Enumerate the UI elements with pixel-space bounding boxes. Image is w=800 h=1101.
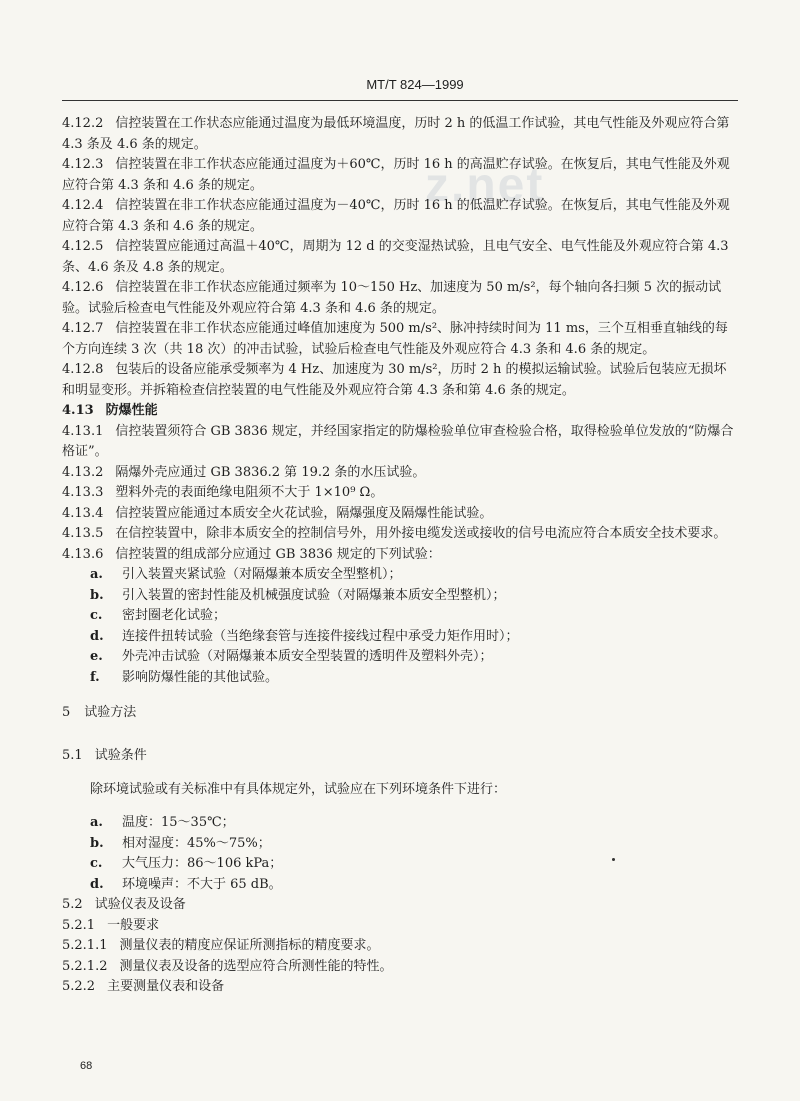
header-rule <box>62 100 738 101</box>
list-item: e. 外壳冲击试验（对隔爆兼本质安全型装置的透明件及塑料外壳）； <box>90 649 493 665</box>
list-item: c. 密封圈老化试验； <box>90 608 227 624</box>
clause-4-12-3: 4.12.3 信控装置在非工作状态应能通过温度为＋60℃，历时 16 h 的高温贮存试验。在恢复后，其电气性能及外观应符合第 4.3 条和 4.6 条的规定。 <box>62 157 730 193</box>
page-content <box>62 114 738 998</box>
list-item: c. 大气压力：86～106 kPa； <box>90 856 283 872</box>
clause-4-12-7: 4.12.7 信控装置在非工作状态应能通过峰值加速度为 500 m/s²、脉冲持续时间为 11 ms，三个互相垂直轴线的每个方向连续 3 次（共 18 次）的冲击试验，试验后检查电气性能及外观应符合 4.3 条和 4.6 条的规定。 <box>62 321 728 357</box>
clause-4-13-4: 4.13.4 信控装置应能通过本质安全火花试验，隔爆强度及隔爆性能试验。 <box>62 505 493 521</box>
clause-5-2-1-2: 5.2.1.2 测量仪表及设备的选型应符合所测性能的特性。 <box>62 958 393 974</box>
clause-4-12-6: 4.12.6 信控装置在非工作状态应能通过频率为 10～150 Hz、加速度为 50 m/s²，每个轴向各扫频 5 次的振动试验。试验后检查电气性能及外观应符合第 4.3 条和 4.6 条的规定。 <box>62 280 722 316</box>
section-5-heading: 5 试验方法 <box>62 704 137 720</box>
list-item: d. 环境噪声：不大于 65 dB。 <box>90 876 282 892</box>
clause-4-13-6: 4.13.6 信控装置的组成部分应通过 GB 3836 规定的下列试验： <box>62 546 441 562</box>
section-5-2-1-heading: 5.2.1 一般要求 <box>62 917 160 933</box>
clause-4-12-5: 4.12.5 信控装置应能通过高温＋40℃，周期为 12 d 的交变湿热试验，且电气安全、电气性能及外观应符合第 4.3 条、4.6 条及 4.8 条的规定。 <box>62 239 729 275</box>
section-5-2-heading: 5.2 试验仪表及设备 <box>62 897 186 913</box>
list-item: d. 连接件扭转试验（当绝缘套管与连接件接线过程中承受力矩作用时）； <box>90 628 519 644</box>
clause-4-12-4: 4.12.4 信控装置在非工作状态应能通过温度为－40℃，历时 16 h 的低温贮存试验。在恢复后，其电气性能及外观应符合第 4.3 条和 4.6 条的规定。 <box>62 198 730 234</box>
clause-4-13-3: 4.13.3 塑料外壳的表面绝缘电阻须不大于 1×10⁹ Ω。 <box>62 485 384 500</box>
spacer <box>62 736 738 746</box>
section-5-2-2-heading: 5.2.2 主要测量仪表和设备 <box>62 979 225 995</box>
clause-4-12-8: 4.12.8 包装后的设备应能承受频率为 4 Hz、加速度为 30 m/s²，历时 2 h 的模拟运输试验。试验后包装应无损坏和明显变形。并拆箱检查信控装置的电气性能及外观应符合第 4.3 条和第 4.6 条的规定。 <box>62 362 727 398</box>
section-5-1-heading: 5.1 试验条件 <box>62 748 147 764</box>
clause-4-13-2: 4.13.2 隔爆外壳应通过 GB 3836.2 第 19.2 条的水压试验。 <box>62 464 426 480</box>
list-item: a. 引入装置夹紧试验（对隔爆兼本质安全型整机）； <box>90 567 402 582</box>
spacer <box>62 689 738 699</box>
list-item: a. 温度：15～35℃； <box>90 815 235 831</box>
document-header: MT/T 824—1999 <box>366 77 464 92</box>
list-item: f. 影响防爆性能的其他试验。 <box>90 669 279 685</box>
page-number: 68 <box>80 1060 93 1072</box>
clause-4-13-1: 4.13.1 信控装置须符合 GB 3836 规定，并经国家指定的防爆检验单位审查检验合格，取得检验单位发放的“防爆合格证”。 <box>62 423 734 459</box>
section-5-1-intro: 除环境试验或有关标准中有具体规定外，试验应在下列环境条件下进行： <box>90 781 507 797</box>
list-item: b. 引入装置的密封性能及机械强度试验（对隔爆兼本质安全型整机）； <box>90 587 506 603</box>
clause-5-2-1-1: 5.2.1.1 测量仪表的精度应保证所测指标的精度要求。 <box>62 938 380 954</box>
watermark: z.net <box>425 159 545 212</box>
section-4-13-heading: 4.13 防爆性能 <box>62 403 158 418</box>
list-item: b. 相对湿度：45%～75%； <box>90 835 271 851</box>
clause-4-13-5: 4.13.5 在信控装置中，除非本质安全的控制信号外，用外接电缆发送或接收的信号电流应符合本质安全技术要求。 <box>62 526 727 541</box>
clause-4-12-2: 4.12.2 信控装置在工作状态应能通过温度为最低环境温度，历时 2 h 的低温工作试验，其电气性能及外观应符合第 4.3 条及 4.6 条的规定。 <box>62 116 730 152</box>
scan-speck <box>612 858 615 861</box>
